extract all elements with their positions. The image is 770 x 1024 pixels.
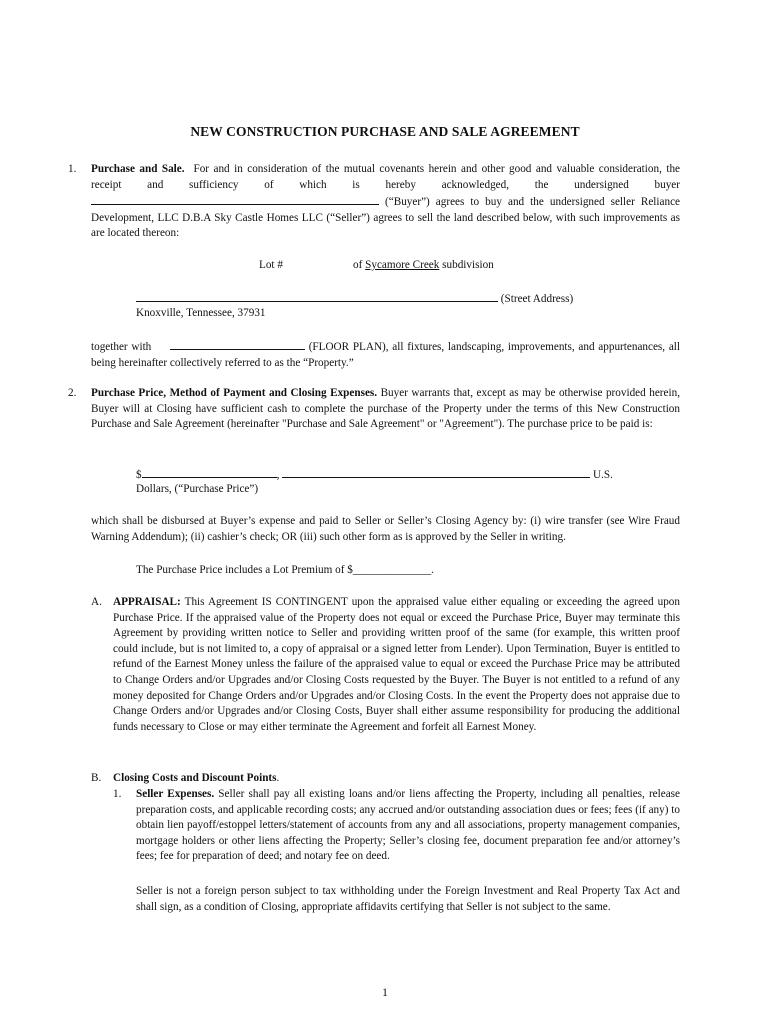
appraisal-text: This Agreement IS CONTINGENT upon the appraised value either equaling or exceeding the agreed upon Purchase Price. If the appraised value of the Property does not equal or exceed the Purchase Price, Buyer may terminate this Agreement by providing written notice to Seller and providing written proof of the same (for example, this written proof could include, but is not limited to, a copy of appraisal or a signed letter from Lender). Upon Termination, Buyer is entitled to refund of the Earnest Money unless the failure of the appraised value to equal or exceed the Purchase Price may be attributed to Change Orders and/or Upgrades and/or Closing Costs requested by the Buyer. The Buyer is not entitled to a refund of any money deposited for Change Orders and/or Upgrades and/or Closing Costs. In the event the Property does not appraise due to Change Orders and/or Upgrades and/or Closing Costs, Buyer shall either assume responsibility for producing the additional funds necessary to Close or may either terminate the Agreement and forfeit all Earnest Money. xyxy=(113,596,680,733)
section-2-heading: Purchase Price, Method of Payment and Closing Expenses. xyxy=(91,387,378,399)
street-address-label: (Street Address) xyxy=(500,293,574,305)
lot-number-label: Lot # xyxy=(259,259,283,271)
street-address-blank[interactable] xyxy=(136,290,498,302)
section-1-heading: Purchase and Sale. xyxy=(91,163,185,175)
floor-plan-text: (FLOOR PLAN), all fixtures, landscaping, improvements, and appurtenances, all being hereinafter collectively referred to as the “Property.” xyxy=(91,341,680,369)
buyer-name-blank[interactable] xyxy=(91,193,379,205)
section-a-letter: A. xyxy=(91,596,102,608)
subdivision-line xyxy=(353,258,494,274)
floor-plan-paragraph xyxy=(91,338,680,371)
section-1-text-a: For and in consideration of the mutual covenants herein and other good and valuable consideration, the receipt and sufficiency of which is hereby acknowledged, the undersigned buyer xyxy=(91,163,680,191)
closing-costs-period: . xyxy=(276,772,280,784)
of-label: of xyxy=(353,259,363,271)
seller-expenses-paragraph xyxy=(136,787,680,865)
appraisal-heading: APPRAISAL: xyxy=(113,596,181,608)
section-1-text-b: (“Buyer”) agrees to buy and the undersigned seller Reliance Development, LLC D.B.A Sky Castle Homes LLC (“Seller”) agrees to sell the land described below, with such improvements as are located thereon: xyxy=(91,196,681,240)
city-state-zip: Knoxville, Tennessee, 37931 xyxy=(136,307,266,319)
subdivision-label: subdivision xyxy=(442,259,494,271)
together-with-label: together with xyxy=(91,341,152,353)
section-2-paragraph xyxy=(91,386,680,433)
us-label: U.S. xyxy=(592,469,613,481)
appraisal-paragraph xyxy=(113,595,680,735)
foreign-person-paragraph: Seller is not a foreign person subject to tax withholding under the Foreign Investment and Real Property Tax Act and shall sign, as a condition of Closing, appropriate affidavits certifying that Seller is not subject to the same. xyxy=(136,885,680,913)
price-numeric-blank[interactable] xyxy=(142,466,277,478)
section-b-letter: B. xyxy=(91,772,102,784)
section-1-paragraph xyxy=(91,162,680,242)
seller-expenses-heading: Seller Expenses. xyxy=(136,788,215,800)
subdivision-name: Sycamore Creek xyxy=(365,259,440,271)
street-address-line xyxy=(136,290,573,308)
section-1-number: 1. xyxy=(68,163,77,175)
section-2-text: Buyer warrants that, except as may be otherwise provided herein, Buyer will at Closing have sufficient cash to complete the purchase of the Property under the terms of this New Construction Purchase and Sale Agreement (hereinafter "Purchase and Sale Agreement" or "Agreement"). The purchase price to be paid is: xyxy=(91,387,680,431)
seller-expenses-text: Seller shall pay all existing loans and/or liens affecting the Property, including all penalties, release preparation costs, and applicable recording costs; any accrued and/or outstanding association dues or fees; fees (if any) to obtain lien payoff/estoppel letters/statement of accounts from any and all associations, property management companies, mortgage holders or other liens affecting the Property; Seller’s closing fee, document preparation fee and/or attorney’s fees; fee for preparation of deed; and notary fee on deed. xyxy=(136,788,680,863)
disbursement-paragraph: which shall be disbursed at Buyer’s expense and paid to Seller or Seller’s Closing Agency by: (i) wire transfer (see Wire Fraud Warning Addendum); (ii) cashier’s check; OR (iii) such other form as is approved by the Seller in writing. xyxy=(91,515,680,543)
section-2-number: 2. xyxy=(68,387,77,399)
closing-costs-heading: Closing Costs and Discount Points xyxy=(113,772,277,784)
lot-premium-line: The Purchase Price includes a Lot Premium of $______________. xyxy=(136,564,434,576)
document-title: NEW CONSTRUCTION PURCHASE AND SALE AGREEMENT xyxy=(190,124,580,139)
closing-costs-heading-line xyxy=(113,771,279,787)
dollar-sign: $ xyxy=(136,469,142,481)
purchase-price-line xyxy=(136,466,613,484)
seller-expenses-number: 1. xyxy=(113,788,122,800)
price-written-blank[interactable] xyxy=(282,466,590,478)
page-number: 1 xyxy=(382,985,388,999)
dollars-purchase-price-label: Dollars, (“Purchase Price”) xyxy=(136,483,259,495)
floor-plan-blank[interactable] xyxy=(170,338,305,350)
price-comma: , xyxy=(276,469,280,481)
